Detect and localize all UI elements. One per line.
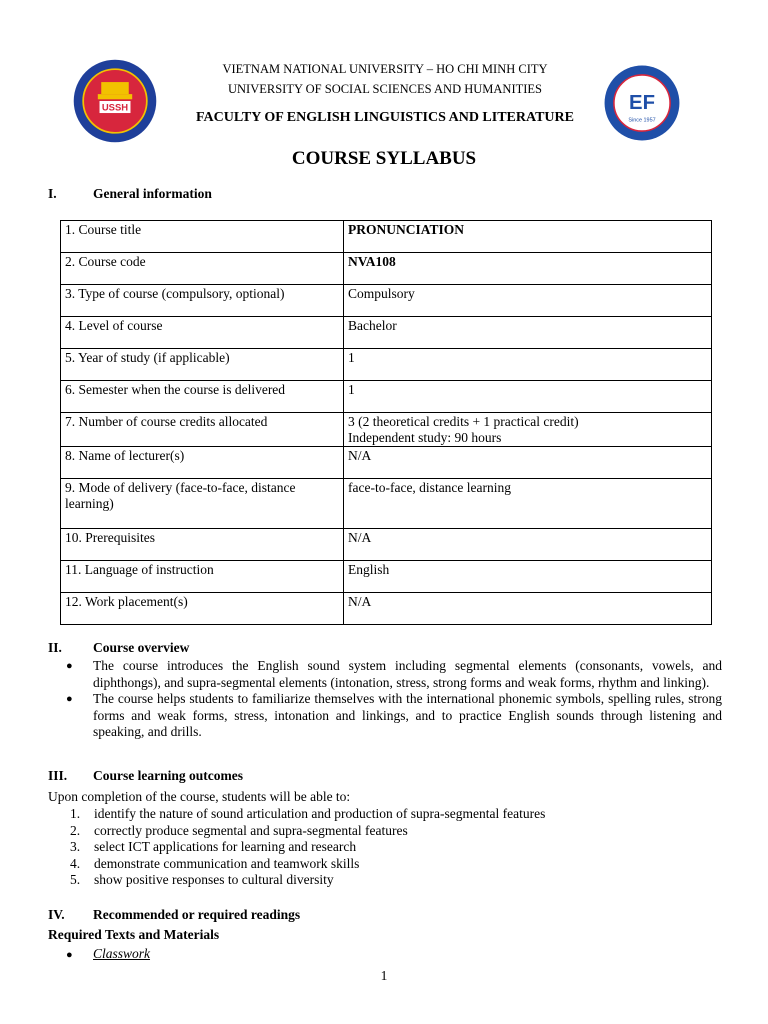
row-value-text: N/A [348,530,372,545]
row-label: 6. Semester when the course is delivered [61,381,344,413]
row-value [344,479,712,529]
section-heading-overview: II. Course overview [48,640,190,655]
table-row [61,317,712,349]
list-item: 4. demonstrate communication and teamwork skills [70,855,360,871]
svg-text:USSH: USSH [101,102,129,114]
row-value-text: 3 (2 theoretical credits + 1 practical credit) [348,414,579,429]
row-value [344,593,712,625]
row-value-text: N/A [348,594,372,609]
row-value [344,285,712,317]
ussh-logo [72,58,158,144]
table-row [61,529,712,561]
section-heading-general: I. General information [48,186,212,201]
row-value [344,221,712,253]
list-item: 1. identify the nature of sound articulation and production of supra-segmental features [70,806,546,821]
table-row [61,285,712,317]
list-item: ● The course introduces the English sound system including segmental elements (consonants, vowels, and diphthongs), and supra-segmental elements (intonation, stress, strong forms and weak forms, rhythm and linking). [66,658,722,690]
row-value-text: 1 [348,350,355,365]
row-value-text: English [348,562,390,577]
list-item: 2. correctly produce segmental and supra-segmental features [70,822,408,838]
page-number: 1 [380,968,388,983]
overview-list [66,658,722,741]
list-item: 3. select ICT applications for learning and research [70,839,357,855]
svg-text:EF: EF [629,92,655,115]
row-value [344,529,712,561]
table-row [61,221,712,253]
row-value [344,253,712,285]
row-value-text: Independent study: 90 hours [348,430,502,445]
row-value-text: NVA108 [348,254,396,269]
bullet-icon: ● [66,660,73,672]
list-item: 5. show positive responses to cultural diversity [70,872,334,888]
row-value-text: PRONUNCIATION [348,222,465,237]
general-info-table [60,220,712,625]
row-value-text: face-to-face, distance learning [348,480,512,495]
table-row [61,593,712,625]
row-value-text: 1 [348,382,355,397]
row-value [344,349,712,381]
row-label: 2. Course code [61,253,344,285]
outcomes-intro: Upon completion of the course, students will be able to: [48,789,351,804]
table-row [61,253,712,285]
row-label: 9. Mode of delivery (face-to-face, distance learning) [61,479,344,529]
required-texts-heading: Required Texts and Materials [48,927,220,942]
row-label: 12. Work placement(s) [61,593,344,625]
faculty-name: FACULTY OF ENGLISH LINGUISTICS AND LITERATURE [196,110,574,125]
svg-text:Since 1957: Since 1957 [628,117,656,124]
classwork-link[interactable]: Classwork [93,946,151,961]
table-row [61,561,712,593]
section-heading-outcomes: III. Course learning outcomes [48,768,243,783]
row-label: 7. Number of course credits allocated [61,413,344,447]
bullet-icon: ● [66,693,73,705]
table-row [61,349,712,381]
row-value [344,317,712,349]
row-value-text: Compulsory [348,286,415,301]
row-value [344,561,712,593]
table-row [61,447,712,479]
row-value-text: Bachelor [348,318,397,333]
table-row [61,381,712,413]
row-value [344,381,712,413]
row-label: 4. Level of course [61,317,344,349]
row-value [344,447,712,479]
bullet-icon: ● [66,949,73,961]
row-label: 1. Course title [61,221,344,253]
row-value-text: N/A [348,448,372,463]
classwork-item [66,946,150,962]
section-heading-readings: IV. Recommended or required readings [48,907,301,922]
table-row [61,413,712,447]
row-label: 8. Name of lecturer(s) [61,447,344,479]
page-title: COURSE SYLLABUS [291,148,477,169]
row-label: 5. Year of study (if applicable) [61,349,344,381]
list-item: ● The course helps students to familiarize themselves with the international phonemic symbols, spelling rules, strong forms and weak forms, stress, intonation and linkings, and to practice English sounds through listening and speaking, and drills. [66,691,722,739]
row-label: 3. Type of course (compulsory, optional) [61,285,344,317]
row-label: 11. Language of instruction [61,561,344,593]
university-name: VIETNAM NATIONAL UNIVERSITY – HO CHI MINH CITY [222,62,548,76]
school-name: UNIVERSITY OF SOCIAL SCIENCES AND HUMANITIES [227,82,542,96]
table-row [61,479,712,529]
row-value [344,413,712,447]
outcomes-list [70,806,545,889]
row-label: 10. Prerequisites [61,529,344,561]
